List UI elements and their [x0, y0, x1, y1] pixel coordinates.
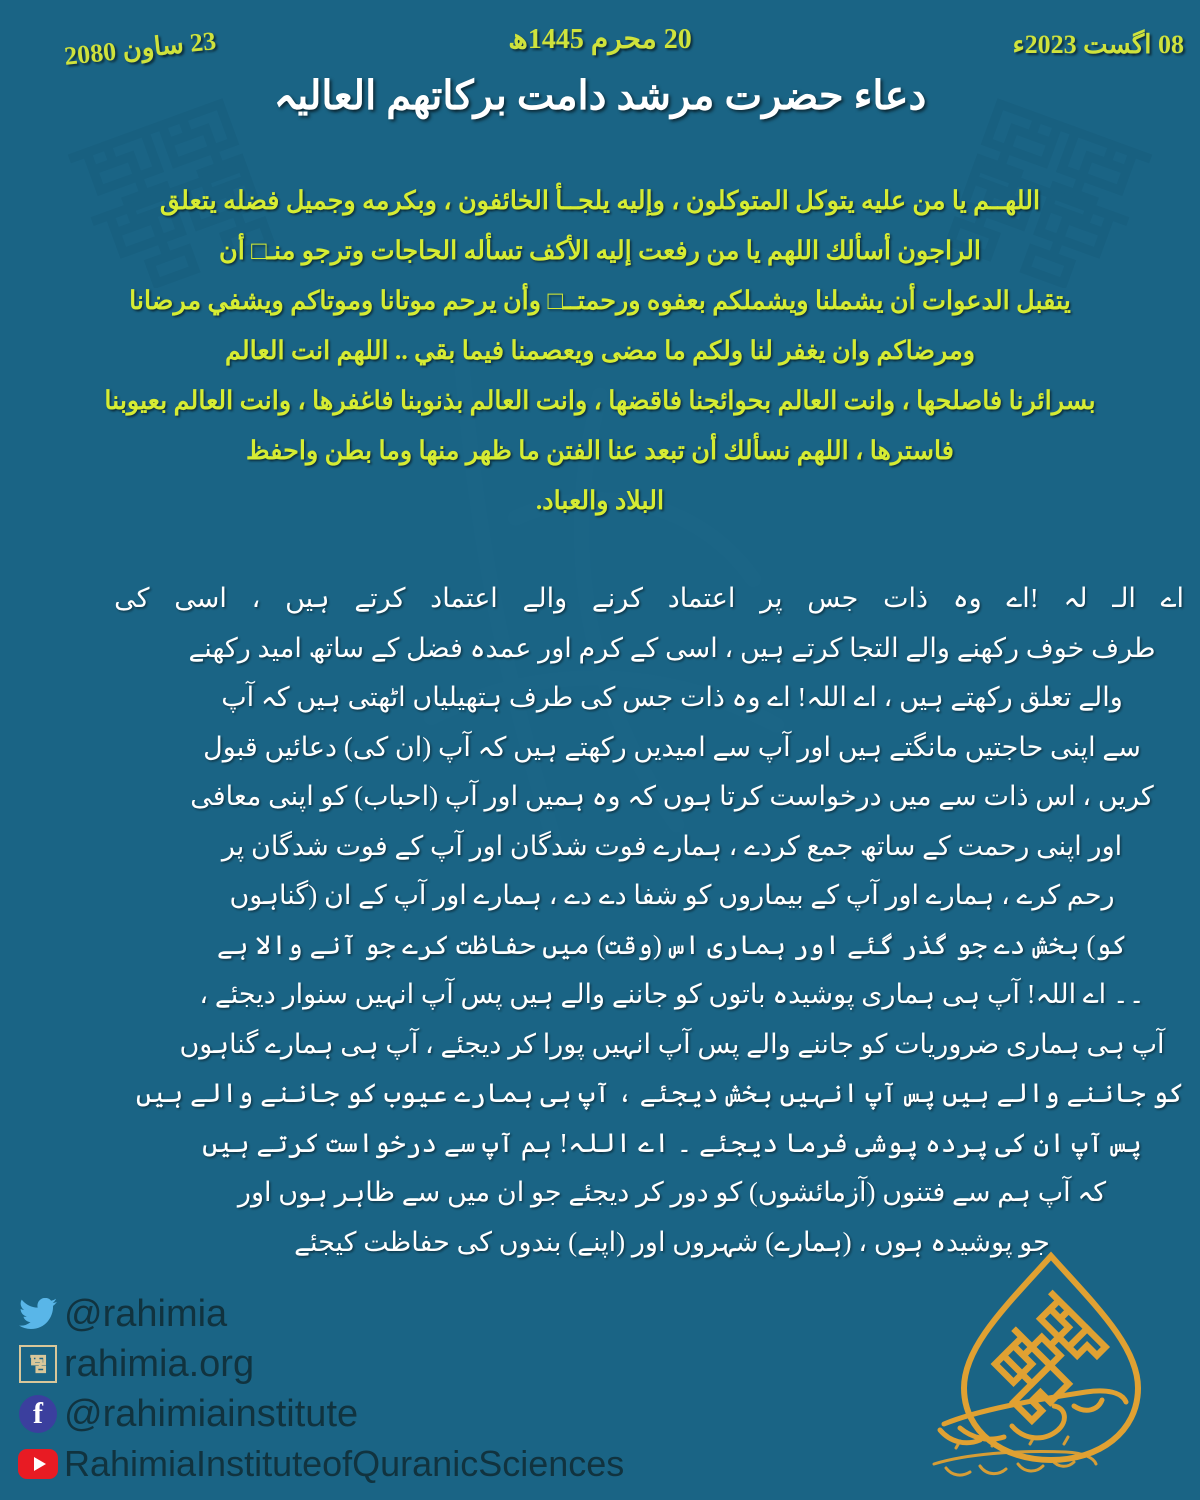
arabic-dua-line: فاسترها ، اللهم نسألك أن تبعد عنا الفتن ما ظهر منها وما بطن واحفظ	[246, 436, 954, 465]
logo-dome-outline	[964, 1256, 1138, 1460]
social-links	[18, 1290, 698, 1490]
arabic-dua-line: یتقبل الدعوات أن یشملنا ویشملکم بعفوه ورحمتــ□ وأن یرحم موتانا وموتاکم ویشفي مرضانا	[129, 286, 1071, 315]
social-handle-youtube: RahimiaInstituteofQuranicSciences	[64, 1443, 625, 1484]
urdu-translation-line: اور اپنی رحمت کے ساتھ جمع کردے ، ہمارے فوت شدگان اور آپ کے فوت شدگان پر	[221, 830, 1123, 861]
arabic-dua-line: الراجون أسألك اللهم یا من رفعت إلیه الأکف تسأله الحاجات وترجو منـ□ أن	[219, 236, 981, 265]
urdu-translation-line: سے اپنی حاجتیں مانگتے ہیں اور آپ سے امیدیں رکھتے ہیں کہ آپ (ان کی) دعائیں قبول	[203, 731, 1141, 762]
urdu-translation-line: کہ آپ ہم سے فتنوں (آزمائشوں) کو دور کر دیجئے جو ان میں سے ظاہر ہوں اور	[237, 1177, 1107, 1207]
website-icon	[18, 1344, 58, 1384]
urdu-translation-line: کو جاننے والے ہیں پس آپ انہیں بخش دیجئے ، آپ ہی ہمارے عیوب کو جاننے والے ہیں	[135, 1078, 1184, 1108]
arabic-dua-line: اللهــم یا من علیه یتوکل المتوکلون ، وإلیه یلجــأ الخائفون ، وبکرمه وجمیل فضله یتعلق	[159, 186, 1041, 215]
youtube-icon	[18, 1444, 58, 1484]
urdu-translation-line: رحم کرے ، ہمارے اور آپ کے بیماروں کو شفا دے دے ، ہمارے اور آپ کے ان (گناہوں	[229, 880, 1115, 910]
facebook-icon: f	[18, 1394, 58, 1434]
social-row-youtube[interactable]	[18, 1440, 698, 1488]
date-hijri: 20 محرم 1445ھ	[508, 24, 692, 55]
arabic-dua-block	[92, 176, 1108, 526]
urdu-translation-line: اے الـ لہ !اے وہ ذات جس پر اعتماد کرنے والے اعتماد کرتے ہیں ، اسی کی	[114, 583, 1184, 613]
arabic-dua-line: ومرضاکم وان یغفر لنا ولکم ما مضى ویعصمنا فیما بقي .. اللهم انت العالم	[224, 336, 976, 365]
arabic-dua-line: بسرائرنا فاصلحها ، وانت العالم بحوائجنا فاقضها ، وانت العالم بذنوبنا فاغفرها ، وانت العالم بعیوبنا	[104, 386, 1096, 415]
date-gregorian: 08 اگست 2023ء	[1012, 30, 1184, 59]
urdu-translation-block	[114, 574, 1184, 1267]
social-handle-website: rahimia.org	[64, 1343, 255, 1385]
urdu-translation-line: والے تعلق رکھتے ہیں ، اے اللہ! اے وہ ذات جس کی طرف ہتھیلیاں اٹھتی ہیں کہ آپ	[221, 682, 1123, 712]
social-handle-facebook: @rahimiainstitute	[64, 1393, 359, 1435]
social-row-twitter[interactable]	[18, 1290, 698, 1338]
social-row-website[interactable]	[18, 1340, 698, 1388]
arabic-dua-line: البلاد والعباد.	[535, 486, 665, 515]
institute-logo	[926, 1242, 1176, 1492]
social-handle-twitter: @rahimia	[64, 1293, 228, 1335]
page-title: دعاء حضرت مرشد دامت بركاتهم العالیہ	[273, 73, 927, 118]
social-row-facebook[interactable]	[18, 1390, 698, 1438]
urdu-translation-line: کریں ، اس ذات سے میں درخواست کرتا ہوں کہ وہ ہمیں اور آپ (احباب) کو اپنی معافی	[190, 781, 1154, 811]
urdu-translation-line: طرف خوف رکھنے والے التجا کرتے ہیں ، اسی کے کرم اور عمدہ فضل کے ساتھ امید رکھنے	[188, 632, 1156, 663]
urdu-translation-line: جو پوشیدہ ہوں ، (ہمارے) شہروں اور (اپنے) بندوں کی حفاظت کیجئے	[294, 1226, 1050, 1257]
urdu-translation-line: پس آپ ان کی پردہ پوشی فرما دیجئے ۔ اے اللہ! ہم آپ سے درخواست کرتے ہیں	[202, 1127, 1142, 1158]
urdu-translation-line: کو) بخش دے جو گذر گئے اور ہماری اس (وقت) میں حفاظت کرے جو آنے والا ہے	[216, 929, 1128, 960]
urdu-translation-line: ۔۔ اے اللہ! آپ ہی ہماری پوشیدہ باتوں کو جاننے والے ہیں پس آپ انہیں سنوار دیجئے ،	[199, 979, 1145, 1009]
date-local-calendar: 23 ساون 2080	[62, 26, 218, 71]
header-date-row	[0, 0, 1200, 80]
urdu-translation-line: آپ ہی ہماری ضروریات کو جاننے والے پس آپ انہیں پورا کر دیجئے ، آپ ہی ہمارے گناہوں	[179, 1028, 1165, 1059]
twitter-icon	[18, 1294, 58, 1334]
